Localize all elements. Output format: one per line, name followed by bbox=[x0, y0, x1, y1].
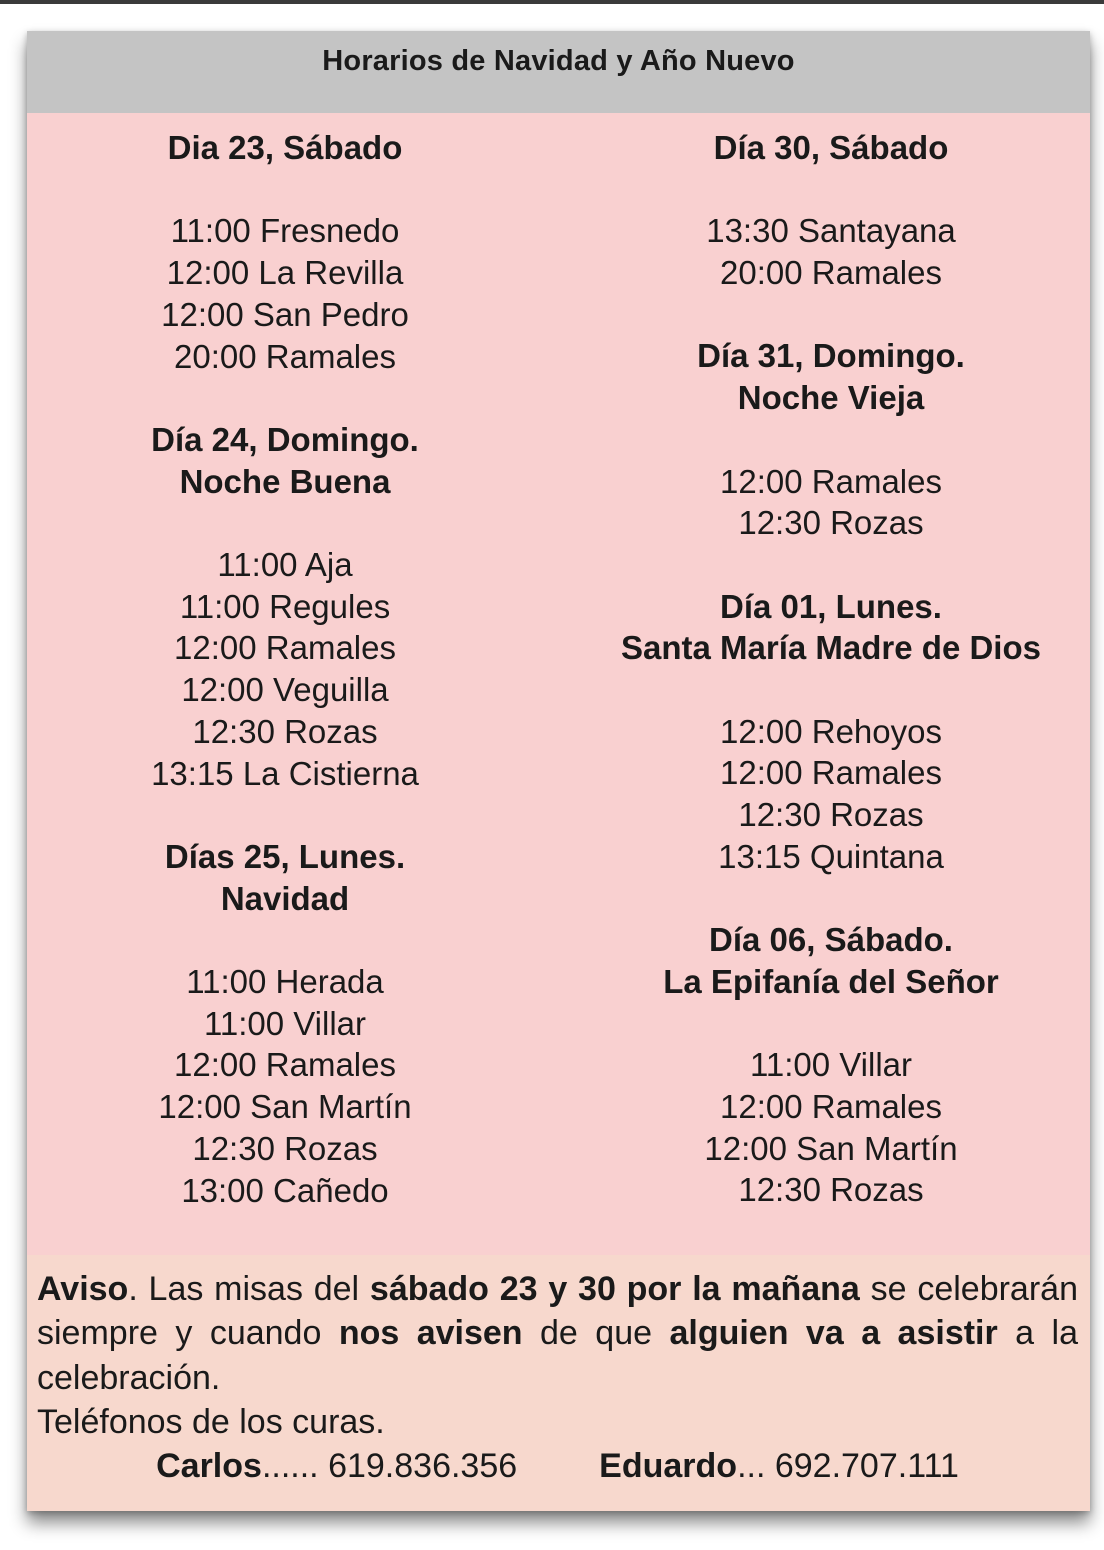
title-spacer bbox=[27, 502, 543, 544]
notice-text-4: a la celebración. bbox=[37, 1314, 1079, 1397]
title-spacer bbox=[561, 169, 1101, 211]
day-title: Navidad bbox=[220, 879, 350, 917]
day-title: Día 30, Sábado bbox=[713, 129, 949, 166]
mass-time-item: 11:00 Regules bbox=[179, 587, 391, 625]
day-block bbox=[27, 419, 543, 794]
mass-time-item: 12:30 Rozas bbox=[192, 1129, 378, 1167]
mass-time-item: 13:15 La Cistierna bbox=[151, 754, 419, 792]
notice-aviso-label: Aviso bbox=[37, 1270, 129, 1308]
day-block bbox=[561, 127, 1101, 294]
day-spacer bbox=[561, 544, 1101, 586]
mass-time-item: 11:00 Fresnedo bbox=[170, 212, 400, 250]
mass-time-item: 13:15 Quintana bbox=[718, 837, 944, 875]
phone-name: Eduardo bbox=[599, 1447, 738, 1486]
mass-time-item: 12:00 San Martín bbox=[704, 1129, 958, 1167]
mass-time-item: 12:00 Rehoyos bbox=[720, 712, 942, 750]
schedule-panel bbox=[27, 113, 1090, 1255]
notice-text-3: de que bbox=[522, 1314, 670, 1353]
title-spacer bbox=[561, 669, 1101, 711]
day-title: Día 01, Lunes. bbox=[720, 587, 942, 625]
day-title: Día 24, Domingo. bbox=[151, 420, 419, 458]
phones-row bbox=[37, 1444, 1078, 1488]
phone-dots: ...... bbox=[261, 1447, 319, 1486]
mass-time-item: 12:30 Rozas bbox=[738, 1171, 924, 1209]
phone-name: Carlos bbox=[156, 1447, 262, 1486]
notice-text-1: . Las misas del bbox=[128, 1270, 370, 1308]
schedule-column-right bbox=[561, 127, 1101, 1211]
title-spacer bbox=[27, 169, 543, 211]
notice-box bbox=[27, 1255, 1090, 1511]
mass-time-item: 12:00 La Revilla bbox=[166, 254, 404, 292]
day-spacer bbox=[27, 794, 543, 836]
day-spacer bbox=[561, 294, 1101, 336]
day-spacer bbox=[561, 878, 1101, 920]
day-block bbox=[561, 586, 1101, 878]
mass-time-item: 12:00 Veguilla bbox=[181, 671, 389, 709]
mass-time-item: 12:30 Rozas bbox=[738, 504, 924, 542]
day-block bbox=[27, 836, 543, 1211]
notice-text bbox=[37, 1267, 1078, 1400]
mass-time-item: 20:00 Ramales bbox=[174, 337, 396, 375]
day-spacer bbox=[27, 377, 543, 419]
day-block bbox=[27, 127, 543, 377]
mass-time-item: 11:00 Villar bbox=[203, 1004, 367, 1042]
mass-time-item: 12:00 San Pedro bbox=[161, 295, 409, 333]
phone-number: 692.707.111 bbox=[765, 1447, 959, 1486]
mass-time-item: 13:00 Cañedo bbox=[181, 1171, 389, 1209]
notice-text-2: se celebrarán siempre y cuando bbox=[37, 1270, 1078, 1353]
title-spacer bbox=[27, 919, 543, 961]
notice-bold-2: nos avisen bbox=[338, 1314, 523, 1353]
phone-number: 619.836.356 bbox=[318, 1447, 518, 1486]
mass-time-item: 12:00 Ramales bbox=[720, 754, 942, 792]
mass-time-item: 20:00 Ramales bbox=[720, 254, 942, 292]
day-title: Noche Buena bbox=[179, 462, 391, 500]
schedule-column-left bbox=[27, 127, 543, 1211]
day-title: Días 25, Lunes. bbox=[164, 837, 406, 875]
day-block bbox=[561, 335, 1101, 544]
day-title: Día 31, Domingo. bbox=[697, 337, 965, 375]
mass-time-item: 12:00 Ramales bbox=[720, 1088, 942, 1126]
phones-intro: Teléfonos de los curas. bbox=[37, 1402, 385, 1441]
mass-time-item: 11:00 Aja bbox=[217, 545, 353, 583]
title-spacer bbox=[561, 419, 1101, 461]
mass-time-item: 11:00 Herada bbox=[186, 962, 384, 1000]
schedule-card bbox=[27, 31, 1090, 1511]
day-title: Noche Vieja bbox=[737, 379, 925, 417]
day-title: La Epifanía del Señor bbox=[663, 962, 999, 1000]
phone-dots: ... bbox=[737, 1447, 766, 1486]
day-block bbox=[561, 919, 1101, 1211]
title-spacer bbox=[561, 1003, 1101, 1045]
mass-time-item: 12:00 Ramales bbox=[174, 629, 396, 667]
day-title: Día 06, Sábado. bbox=[709, 921, 953, 959]
mass-time-item: 12:00 San Martín bbox=[158, 1088, 412, 1126]
mass-time-item: 12:30 Rozas bbox=[192, 712, 378, 750]
day-title: Santa María Madre de Dios bbox=[621, 629, 1041, 667]
page-title: Horarios de Navidad y Año Nuevo bbox=[27, 31, 1090, 113]
phone-entry-carlos bbox=[156, 1444, 517, 1488]
notice-bold-3: alguien va a asistir bbox=[669, 1314, 998, 1353]
mass-time-item: 12:00 Ramales bbox=[174, 1046, 396, 1084]
mass-time-item: 11:00 Villar bbox=[749, 1046, 913, 1084]
mass-time-item: 12:00 Ramales bbox=[720, 462, 942, 500]
day-title: Dia 23, Sábado bbox=[167, 129, 403, 166]
phone-entry-eduardo bbox=[599, 1444, 959, 1488]
mass-time-item: 13:30 Santayana bbox=[706, 212, 956, 250]
top-rule bbox=[0, 0, 1104, 4]
mass-time-item: 12:30 Rozas bbox=[738, 796, 924, 834]
notice-bold-1: sábado 23 y 30 por la mañana bbox=[369, 1270, 860, 1308]
